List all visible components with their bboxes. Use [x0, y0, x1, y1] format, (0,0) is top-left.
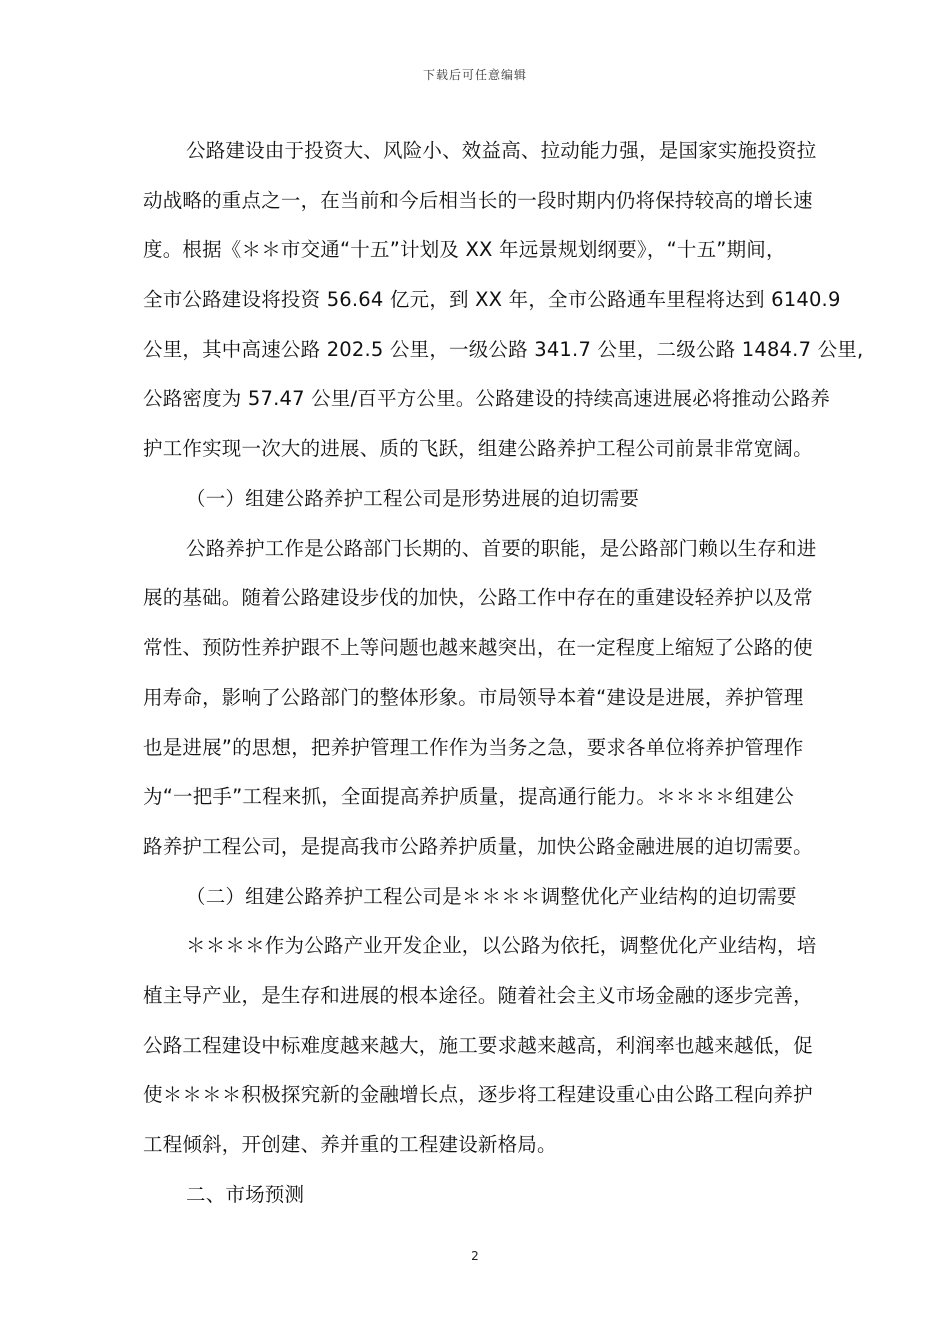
paragraph-line: 展的基础。随着公路建设步伐的加快，公路工作中存在的重建设轻养护以及常 — [143, 586, 813, 609]
paragraph-line: 植主导产业，是生存和进展的根本途径。随着社会主义市场金融的逐步完善， — [143, 984, 813, 1007]
paragraph-line: 路养护工程公司，是提高我市公路养护质量，加快公路金融进展的迫切需要。 — [143, 835, 813, 858]
paragraph-line: 常性、预防性养护跟不上等问题也越来越突出，在一定程度上缩短了公路的使 — [143, 636, 813, 659]
section-heading: 二、市场预测 — [186, 1183, 305, 1206]
paragraph-line: 度。根据《＊＊市交通“十五”计划及 XX 年远景规划纲要》，“十五”期间， — [143, 238, 786, 261]
paragraph-line: 使＊＊＊＊积极探究新的金融增长点，逐步将工程建设重心由公路工程向养护 — [143, 1083, 813, 1106]
paragraph-line: ＊＊＊＊作为公路产业开发企业，以公路为依托，调整优化产业结构，培 — [186, 934, 817, 957]
paragraph-line: 公路养护工作是公路部门长期的、首要的职能，是公路部门赖以生存和进 — [186, 537, 817, 560]
section-heading: （二）组建公路养护工程公司是＊＊＊＊调整优化产业结构的迫切需要 — [186, 885, 797, 908]
paragraph-line: 也是进展”的思想，把养护管理工作作为当务之急，要求各单位将养护管理作 — [143, 736, 804, 759]
section-heading: （一）组建公路养护工程公司是形势进展的迫切需要 — [186, 487, 640, 510]
paragraph-line: 公路密度为 57.47 公里/百平方公里。公路建设的持续高速进展必将推动公路养 — [143, 387, 831, 410]
paragraph-line: 用寿命，影响了公路部门的整体形象。市局领导本着“建设是进展，养护管理 — [143, 686, 804, 709]
paragraph-line: 全市公路建设将投资 56.64 亿元，到 XX 年，全市公路通车里程将达到 6140.9 — [143, 288, 841, 311]
paragraph-line: 为“一把手”工程来抓，全面提高养护质量，提高通行能力。＊＊＊＊组建公 — [143, 785, 795, 808]
page-header: 下载后可任意编辑 — [422, 68, 527, 82]
paragraph-line: 公路工程建设中标难度越来越大，施工要求越来越高，利润率也越来越低，促 — [143, 1034, 813, 1057]
paragraph-line: 护工作实现一次大的进展、质的飞跃，组建公路养护工程公司前景非常宽阔。 — [143, 437, 813, 460]
paragraph-line: 公路建设由于投资大、风险小、效益高、拉动能力强，是国家实施投资拉 — [186, 139, 817, 162]
page-number: 2 — [471, 1249, 479, 1263]
paragraph-line: 动战略的重点之一，在当前和今后相当长的一段时期内仍将保持较高的增长速 — [143, 189, 813, 212]
paragraph-line: 工程倾斜，开创建、养并重的工程建设新格局。 — [143, 1133, 557, 1156]
paragraph-line: 公里，其中高速公路 202.5 公里，一级公路 341.7 公里，二级公路 1484.7 公里, — [143, 338, 864, 361]
